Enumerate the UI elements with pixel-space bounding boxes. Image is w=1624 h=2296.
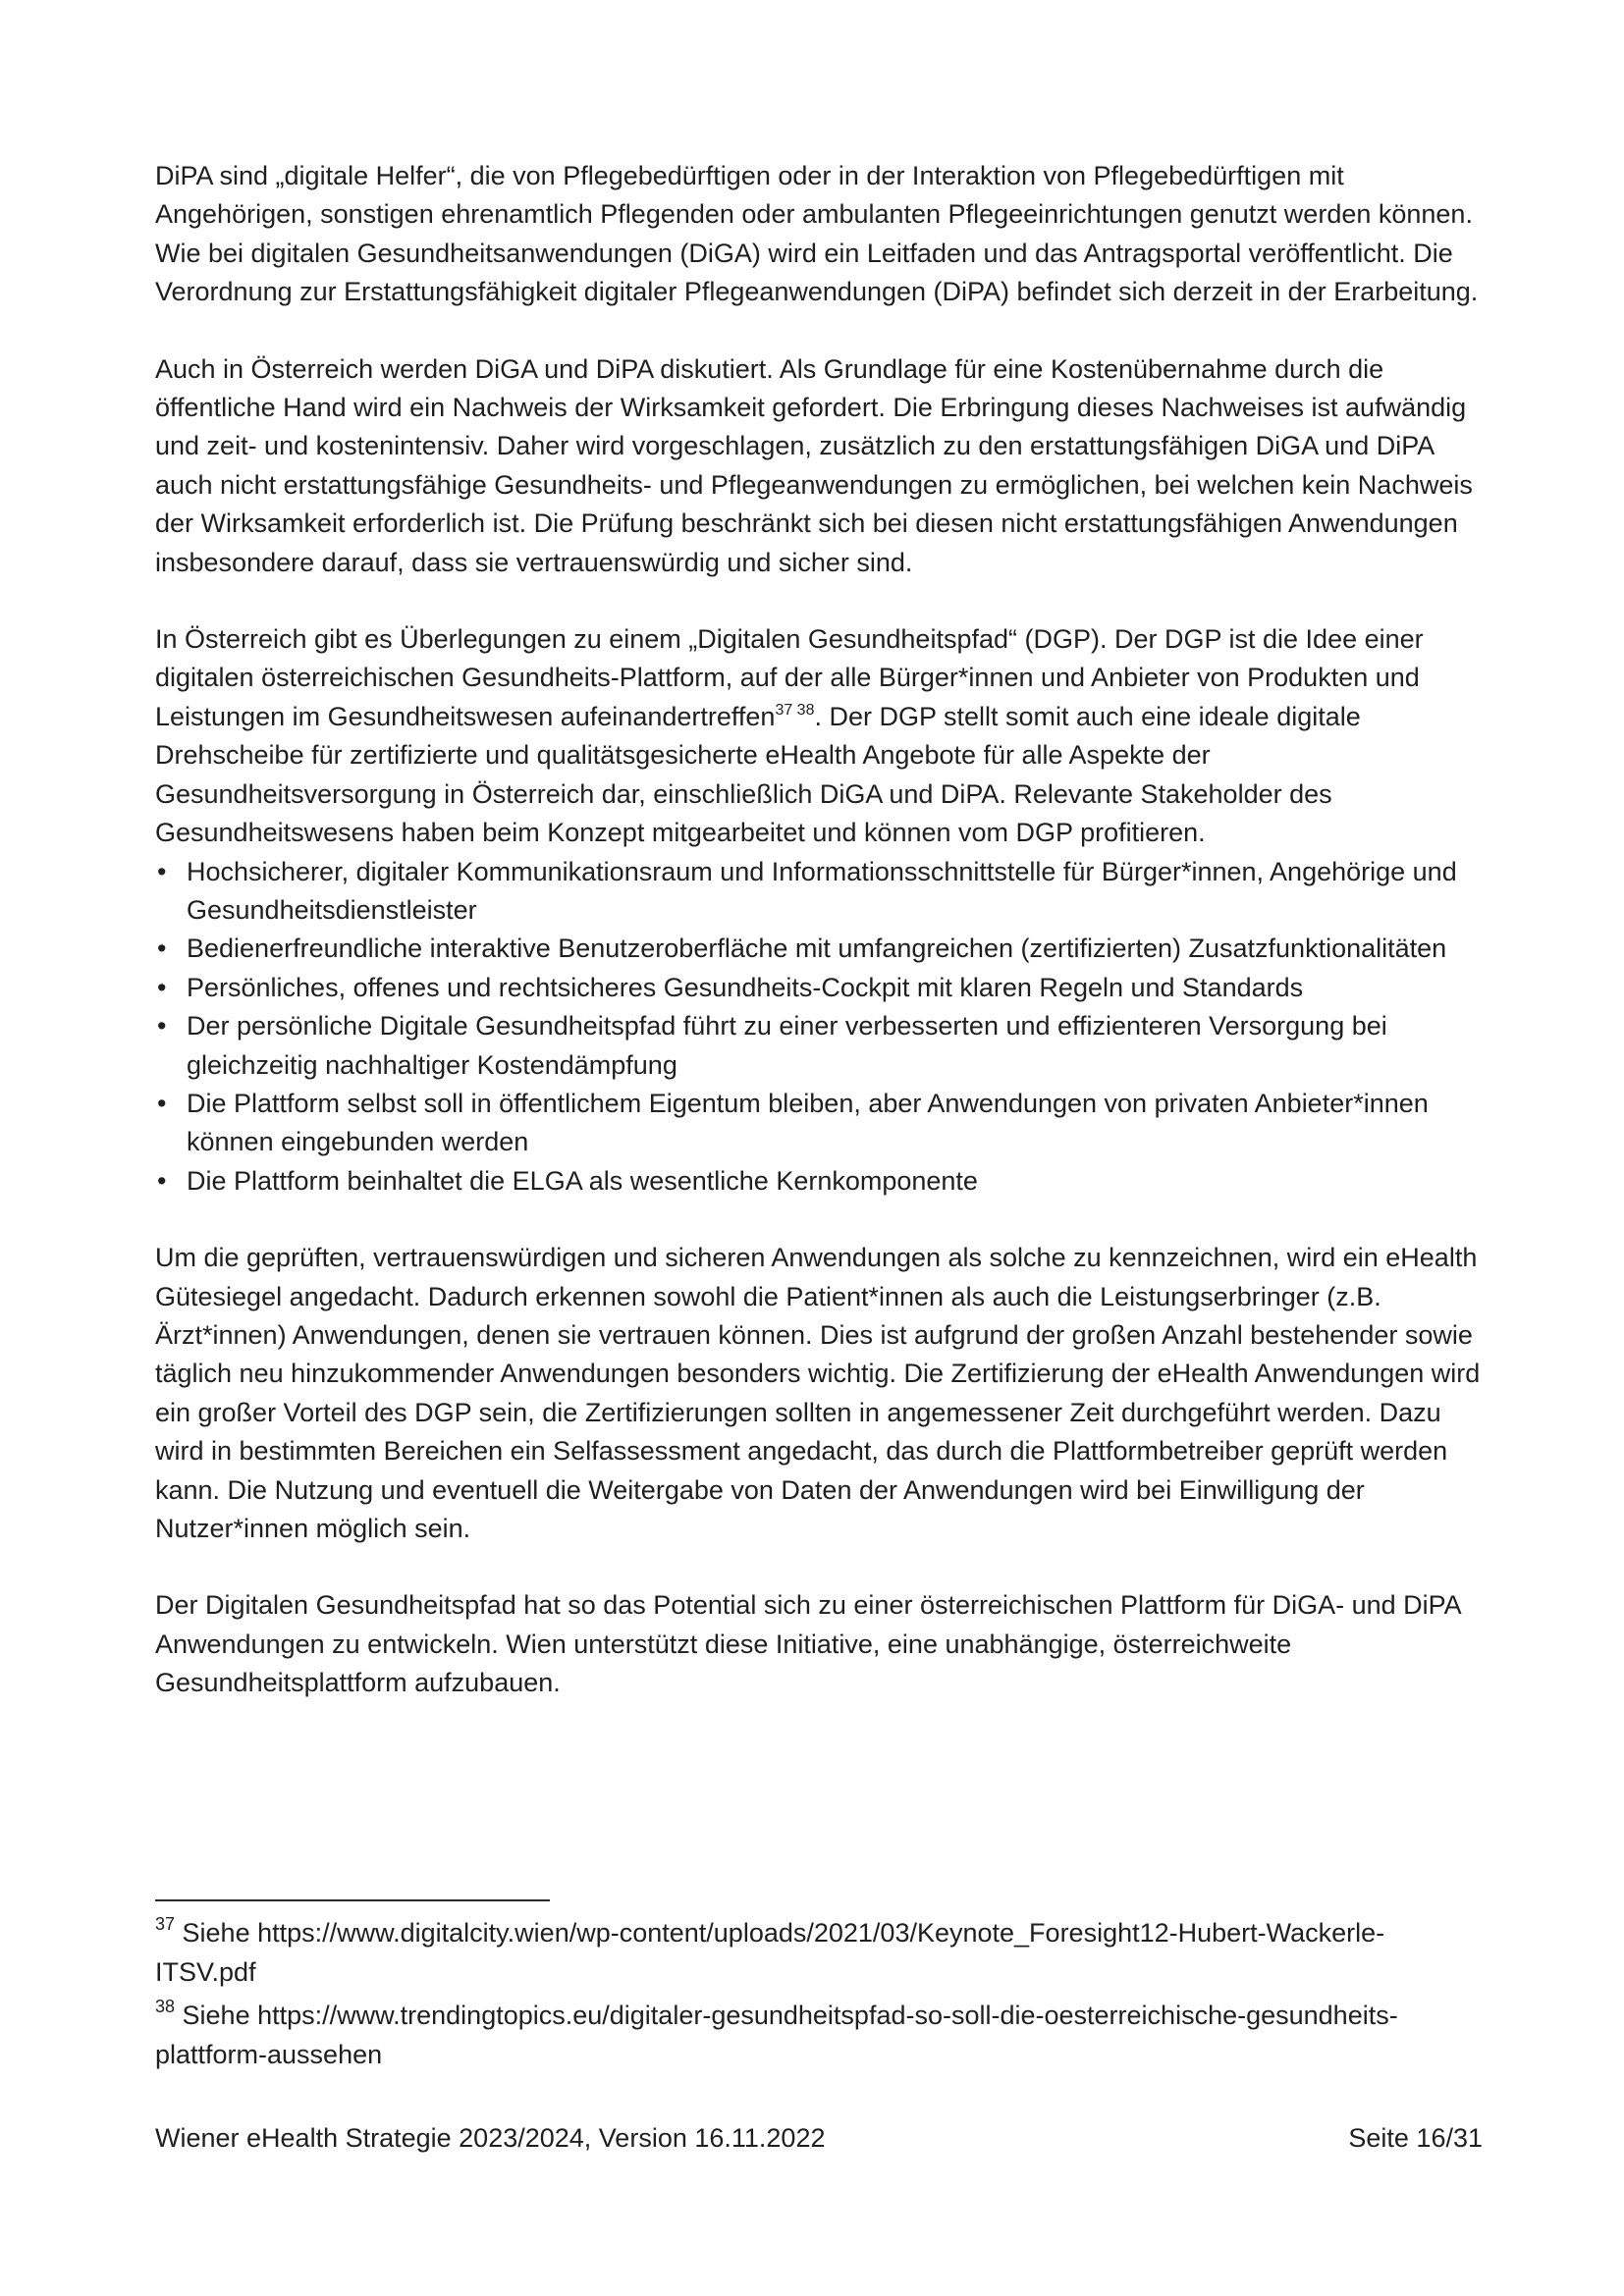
- main-content: [155, 157, 1483, 1703]
- paragraph-austria-diga-dipa: Auch in Österreich werden DiGA und DiPA diskutiert. Als Grundlage für eine Kostenübernahme durch die öffentliche Hand wird ein Nachweis der Wirksamkeit gefordert. Die Erbringung dieses Nachweises ist aufwändig und zeit- und kostenintensiv. Daher wird vorgeschlagen, zusätzlich zu den erstattungsfähigen DiGA und DiPA auch nicht erstattungsfähige Gesundheits- und Pflegeanwendungen zu ermöglichen, bei welchen kein Nachweis der Wirksamkeit erforderlich ist. Die Prüfung beschränkt sich bei diesen nicht erstattungsfähigen Anwendungen insbesondere darauf, dass sie vertrauenswürdig und sicher sind.: [155, 353, 1473, 577]
- list-item: • Bedienerfreundliche interaktive Benutzeroberfläche mit umfangreichen (zertifizierten) Zusatzfunktionalitäten: [155, 930, 1483, 968]
- list-item: • Die Plattform beinhaltet die ELGA als wesentliche Kernkomponente: [155, 1162, 1483, 1201]
- paragraph-dipa-intro: DiPA sind „digitale Helfer“, die von Pflegebedürftigen oder in der Interaktion von Pflegebedürftigen mit Angehörigen, sonstigen ehrenamtlich Pflegenden oder ambulanten Pflegeeinrichtungen genutzt werden können. Wie bei digitalen Gesundheitsanwendungen (DiGA) wird ein Leitfaden und das Antragsportal veröffentlicht. Die Verordnung zur Erstattungsfähigkeit digitaler Pflegeanwendungen (DiPA) befindet sich derzeit in der Erarbeitung.: [155, 161, 1479, 307]
- footnotes: [155, 1913, 1483, 2078]
- footer-page-number: Seite 16/31: [1348, 2123, 1483, 2153]
- footnote-number: 38: [155, 1997, 176, 2016]
- footnote-38: [155, 1996, 1483, 2074]
- list-item: • Persönliches, offenes und rechtsicheres Gesundheits-Cockpit mit klaren Regeln und Standards: [155, 969, 1483, 1007]
- paragraph-dgp: [155, 620, 1483, 852]
- paragraph-dgp-text-2: . Der DGP stellt somit auch eine ideale digitale Drehscheibe für zertifizierte und qualitätsgesicherte eHealth Angebote für alle Aspekte der Gesundheitsversorgung in Österreich dar, einschließlich DiGA und DiPA. Relevante Stakeholder des Gesundheitswesens haben beim Konzept mitgearbeitet und können vom DGP profitieren.: [155, 701, 1361, 848]
- paragraph-guetesiegel: Um die geprüften, vertrauenswürdigen und sicheren Anwendungen als solche zu kennzeichnen, wird ein eHealth Gütesiegel angedacht. Dadurch erkennen sowohl die Patient*innen als auch die Leistungserbringer (z.B. Ärzt*innen) Anwendungen, denen sie vertrauen können. Dies ist aufgrund der großen Anzahl bestehender sowie täglich neu hinzukommender Anwendungen besonders wichtig. Die Zertifizierung der eHealth Anwendungen wird ein großer Vorteil des DGP sein, die Zertifizierungen sollten in angemessener Zeit durchgeführt werden. Dazu wird in bestimmten Bereichen ein Selfassessment angedacht, das durch die Plattformbetreiber geprüft werden kann. Die Nutzung und eventuell die Weitergabe von Daten der Anwendungen wird bei Einwilligung der Nutzer*innen möglich sein.: [155, 1243, 1481, 1543]
- paragraph-conclusion: Der Digitalen Gesundheitspfad hat so das Potential sich zu einer österreichischen Plattform für DiGA- und DiPA Anwendungen zu entwickeln. Wien unterstützt diese Initiative, eine unabhängige, österreichweite Gesundheitsplattform aufzubauen.: [155, 1590, 1461, 1698]
- list-item: • Der persönliche Digitale Gesundheitspfad führt zu einer verbesserten und effizienteren Versorgung bei gleichzeitig nachhaltiger Kostendämpfung: [155, 1007, 1483, 1085]
- list-item: • Die Plattform selbst soll in öffentlichem Eigentum bleiben, aber Anwendungen von privaten Anbieter*innen können eingebunden werden: [155, 1085, 1483, 1162]
- footnote-separator: [155, 1899, 550, 1901]
- footnote-37: [155, 1913, 1483, 1992]
- page-footer: [155, 2120, 1483, 2156]
- footnote-ref-37-38[interactable]: 37 38: [775, 701, 815, 719]
- dgp-features-list: [155, 853, 1483, 1201]
- footnote-number: 37: [155, 1914, 176, 1934]
- footnote-text[interactable]: Siehe https://www.trendingtopics.eu/digitaler-gesundheitspfad-so-soll-die-oesterreichische-gesundheits-plattform-aussehen: [155, 2001, 1398, 2069]
- footer-document-title: Wiener eHealth Strategie 2023/2024, Version 16.11.2022: [155, 2123, 826, 2153]
- footnote-text[interactable]: Siehe https://www.digitalcity.wien/wp-content/uploads/2021/03/Keynote_Foresight12-Hubert-Wackerle-ITSV.pdf: [155, 1918, 1385, 1987]
- list-item: • Hochsicherer, digitaler Kommunikationsraum und Informationsschnittstelle für Bürger*innen, Angehörige und Gesundheitsdienstleister: [155, 853, 1483, 931]
- paragraph-dgp-text-1: In Österreich gibt es Überlegungen zu einem „Digitalen Gesundheitspfad“ (DGP). Der DGP ist die Idee einer digitalen österreichischen Gesundheits-Plattform, auf der alle Bürger*innen und Anbieter von Produkten und Leistungen im Gesundheitswesen aufeinandertreffen: [155, 624, 1424, 731]
